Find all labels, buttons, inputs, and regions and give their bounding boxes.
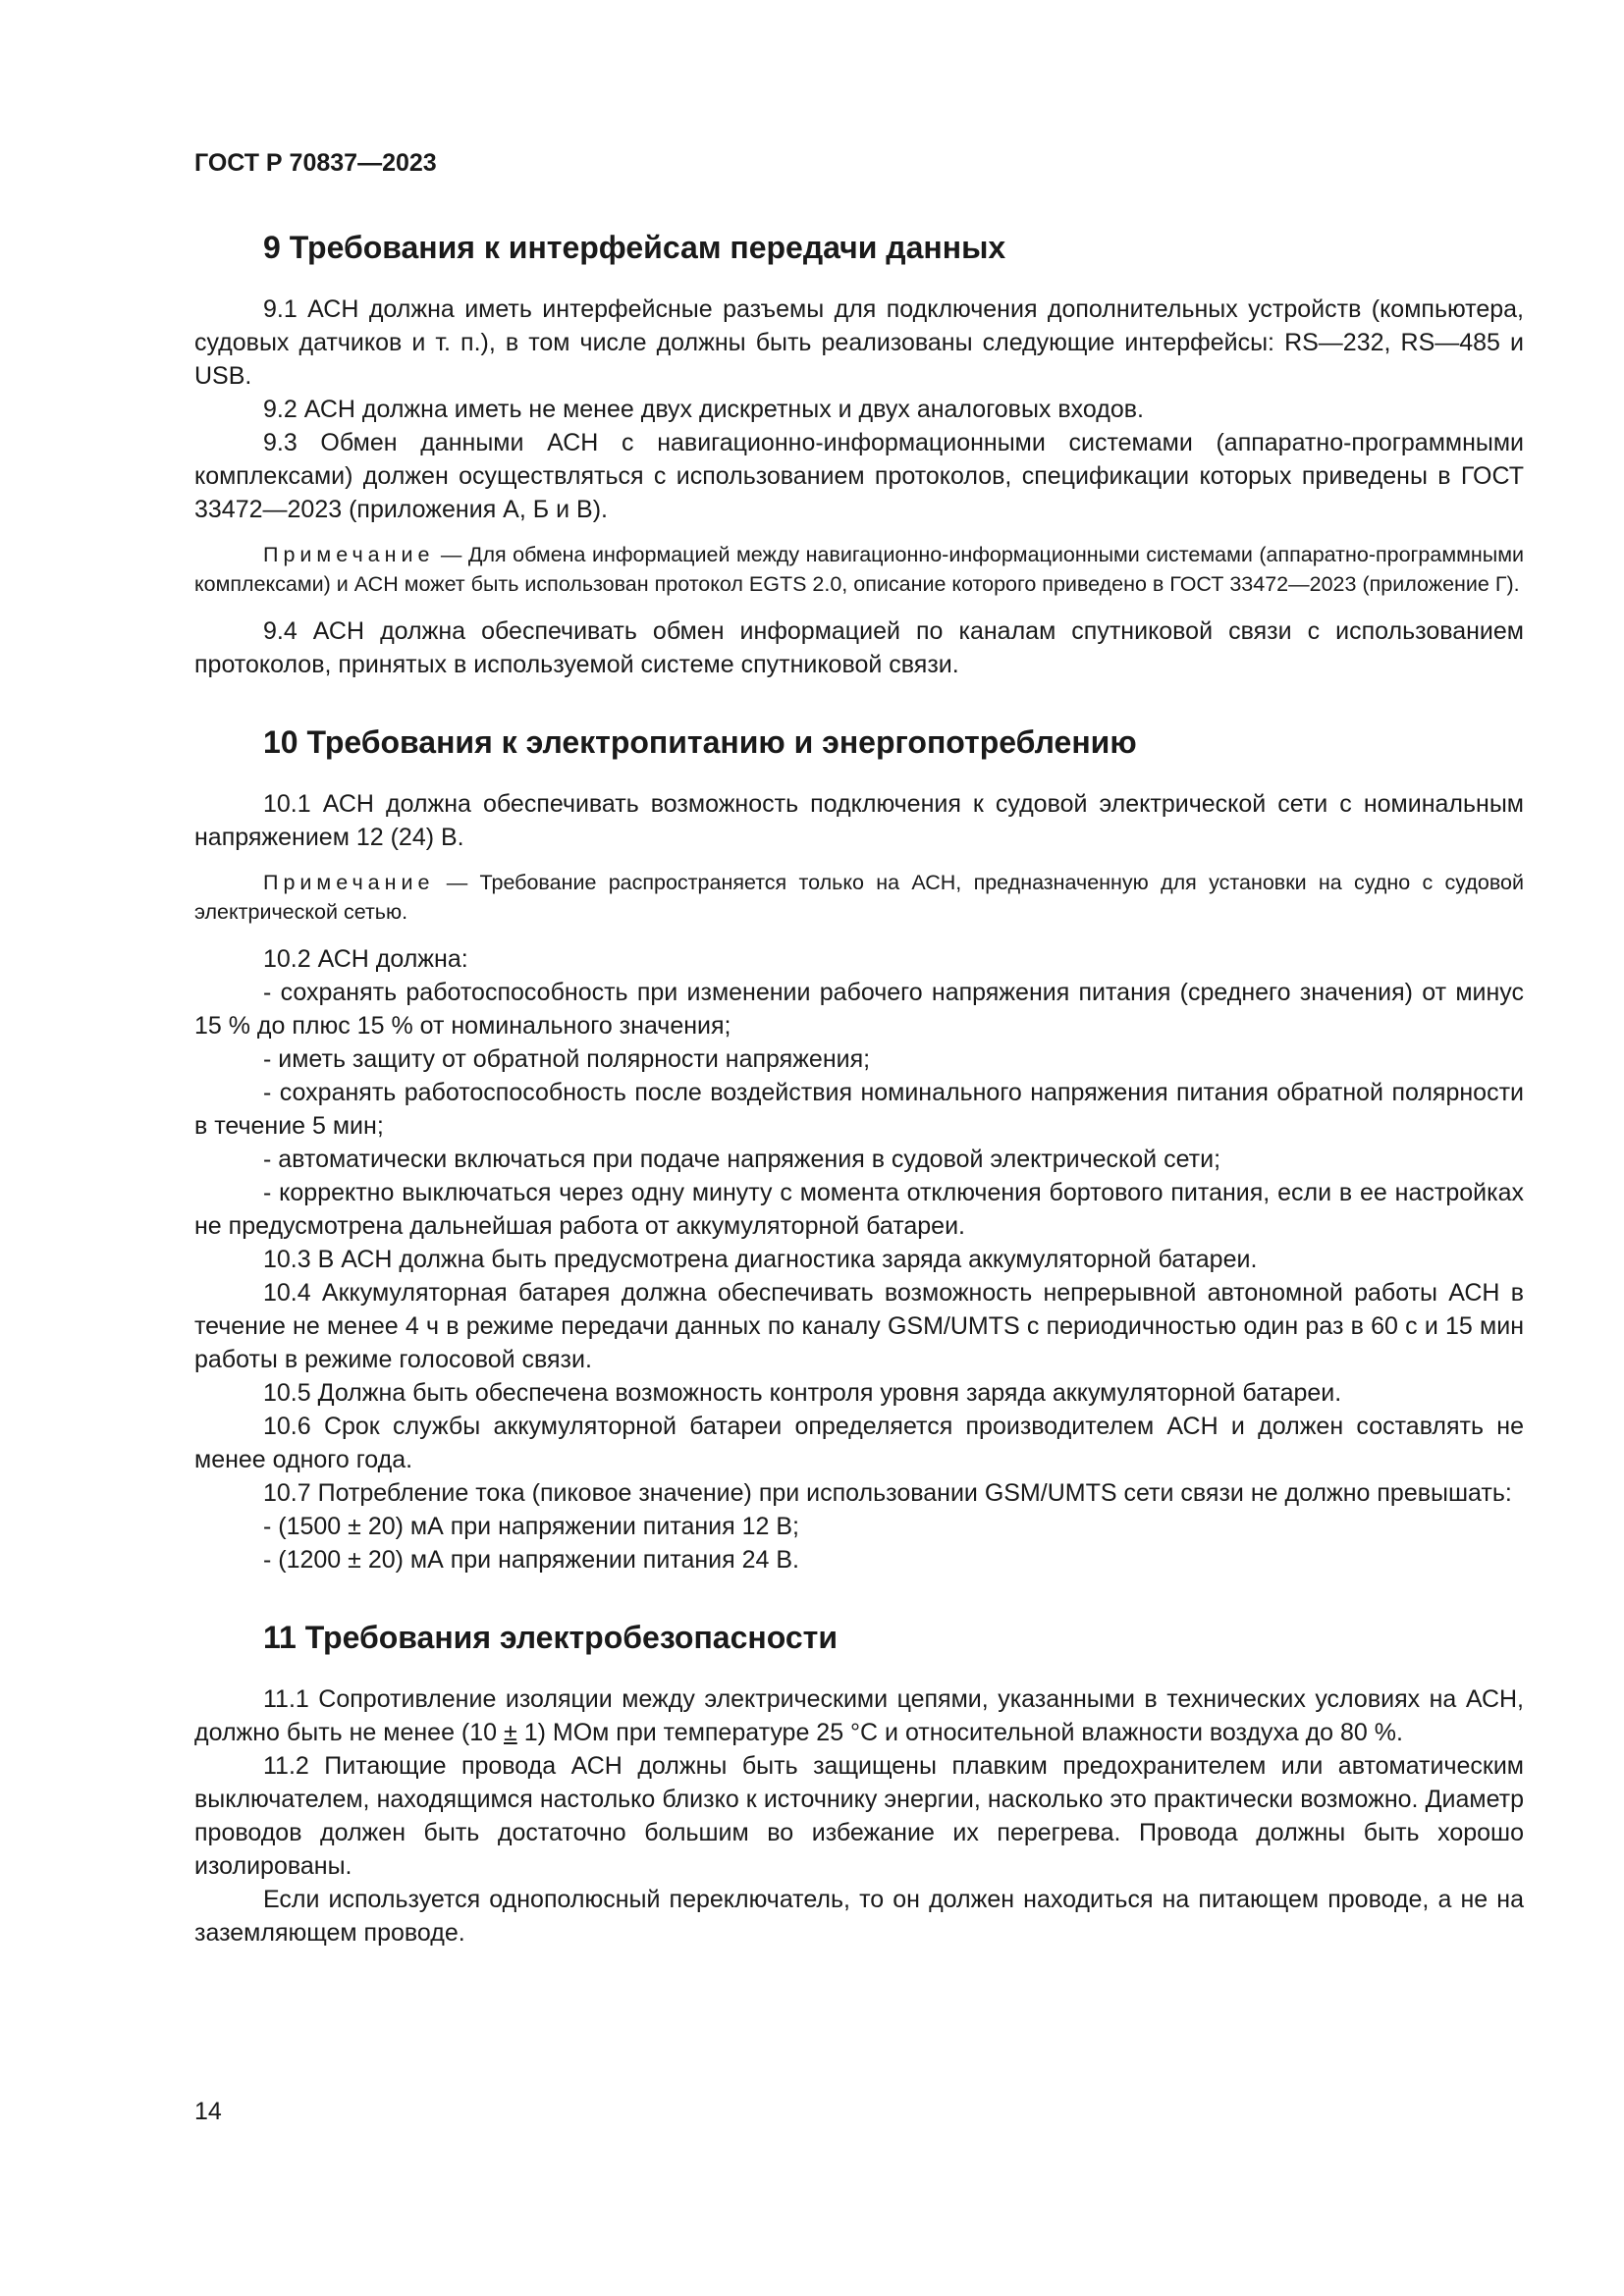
- paragraph-10-2: 10.2 АСН должна:: [263, 945, 468, 973]
- section-11-title: 11 Требования электробезопасности: [263, 1620, 838, 1655]
- paragraph-11-2: 11.2 Питающие провода АСН должны быть защищены плавким предохранителем или автоматическим выключателем, находящимся настолько близко к источнику энергии, насколько это практически возможно. Диаметр проводов должен быть достаточно большим во избежание их перегрева. Провода должны быть хорошо изолированы.: [194, 1752, 1524, 1880]
- note-10-label: Примечание: [263, 871, 435, 894]
- note-10: [194, 868, 1524, 927]
- section-9: [194, 228, 1524, 681]
- paragraph-11-1-part-b: 1) МОм при температуре 25 °С и относительной влажности воздуха до 80 %.: [516, 1719, 1403, 1746]
- document-header: ГОСТ Р 70837—2023: [194, 149, 437, 177]
- paragraph-11-3: Если используется однополюсный переключатель, то он должен находиться на питающем проводе, а не на заземляющем проводе.: [194, 1886, 1524, 1947]
- section-11: [194, 1618, 1524, 1949]
- note-9: [194, 540, 1524, 599]
- paragraph-10-5: 10.5 Должна быть обеспечена возможность контроля уровня заряда аккумуляторной батареи.: [263, 1379, 1342, 1407]
- paragraph-9-1: 9.1 АСН должна иметь интерфейсные разъемы для подключения дополнительных устройств (компьютера, судовых датчиков и т. п.), в том числе должны быть реализованы следующие интерфейсы: RS—232, RS—485 и USB.: [194, 295, 1524, 390]
- list-item: - (1200 ± 20) мА при напряжении питания 24 В.: [263, 1546, 799, 1574]
- paragraph-10-6: 10.6 Срок службы аккумуляторной батареи определяется производителем АСН и должен составлять не менее одного года.: [194, 1413, 1524, 1473]
- paragraph-10-4: 10.4 Аккумуляторная батарея должна обеспечивать возможность непрерывной автономной работы АСН в течение не менее 4 ч в режиме передачи данных по каналу GSM/UMTS с периодичностью один раз в 60 с и 15 мин работы в режиме голосовой связи.: [194, 1279, 1524, 1373]
- list-item: - сохранять работоспособность при изменении рабочего напряжения питания (среднего значения) от минус 15 % до плюс 15 % от номинального значения;: [194, 979, 1524, 1040]
- note-9-label: Примечание: [263, 543, 435, 566]
- document-page: [194, 147, 1524, 1949]
- list-item: - корректно выключаться через одну минуту с момента отключения бортового питания, если в ее настройках не предусмотрена дальнейшая работа от аккумуляторной батареи.: [194, 1179, 1524, 1240]
- page-number: 14: [194, 2098, 222, 2125]
- section-10: [194, 722, 1524, 1576]
- paragraph-10-3: 10.3 В АСН должна быть предусмотрена диагностика заряда аккумуляторной батареи.: [263, 1246, 1258, 1273]
- paragraph-9-4: 9.4 АСН должна обеспечивать обмен информацией по каналам спутниковой связи с использованием протоколов, принятых в используемой системе спутниковой связи.: [194, 617, 1524, 678]
- plus-minus-sign: ±: [504, 1719, 517, 1746]
- paragraph-11-1: [194, 1682, 1524, 1749]
- paragraph-9-2: 9.2 АСН должна иметь не менее двух дискретных и двух аналоговых входов.: [263, 396, 1144, 423]
- paragraph-10-7: 10.7 Потребление тока (пиковое значение) при использовании GSM/UMTS сети связи не должно превышать:: [263, 1479, 1512, 1507]
- list-item: - (1500 ± 20) мА при напряжении питания 12 В;: [263, 1513, 799, 1540]
- note-10-text: — Требование распространяется только на АСН, предназначенную для установки на судно с судовой электрической сетью.: [194, 871, 1524, 924]
- section-10-title: 10 Требования к электропитанию и энергопотреблению: [263, 724, 1137, 760]
- paragraph-11-1-part-a: 11.1 Сопротивление изоляции между электрическими цепями, указанными в технических условиях на АСН, должно быть не менее (10: [194, 1685, 1524, 1746]
- list-item: - сохранять работоспособность после воздействия номинального напряжения питания обратной полярности в течение 5 мин;: [194, 1079, 1524, 1140]
- note-9-text: — Для обмена информацией между навигационно-информационными системами (аппаратно-программными комплексами) и АСН может быть использован протокол EGTS 2.0, описание которого приведено в ГОСТ 33472—2023 (приложение Г).: [194, 543, 1524, 596]
- list-item: - автоматически включаться при подаче напряжения в судовой электрической сети;: [263, 1146, 1221, 1173]
- section-9-title: 9 Требования к интерфейсам передачи данных: [263, 230, 1006, 265]
- list-item: - иметь защиту от обратной полярности напряжения;: [263, 1045, 871, 1073]
- paragraph-10-1: 10.1 АСН должна обеспечивать возможность подключения к судовой электрической сети с номинальным напряжением 12 (24) В.: [194, 790, 1524, 851]
- paragraph-9-3: 9.3 Обмен данными АСН с навигационно-информационными системами (аппаратно-программными комплексами) должен осуществляться с использованием протоколов, спецификации которых приведены в ГОСТ 33472—2023 (приложения А, Б и В).: [194, 429, 1524, 523]
